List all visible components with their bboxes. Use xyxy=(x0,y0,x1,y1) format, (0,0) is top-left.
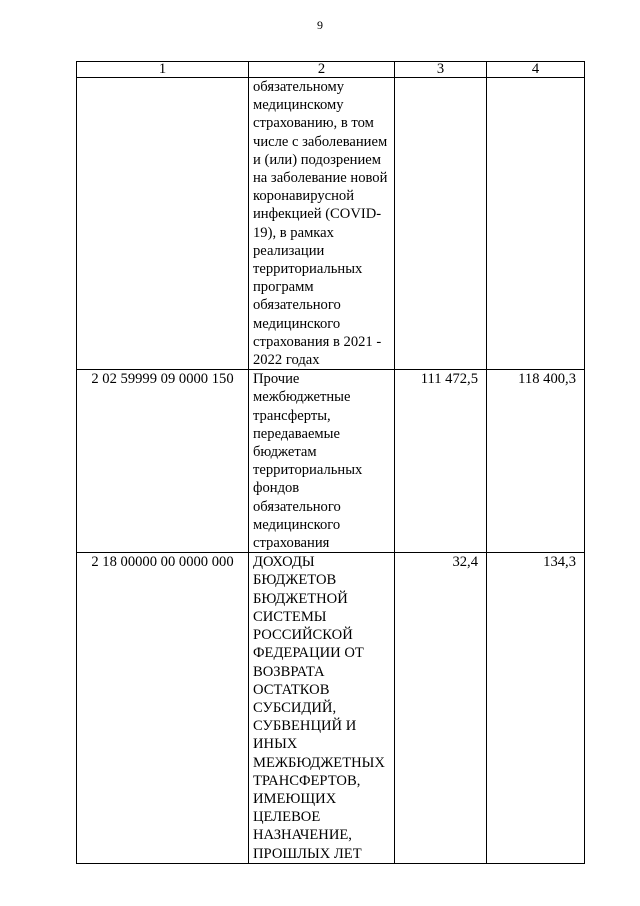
row-name-line: БЮДЖЕТОВ xyxy=(253,572,337,589)
row-code: 2 02 59999 09 0000 150 xyxy=(77,370,249,553)
row-value-col4 xyxy=(487,78,585,370)
row-name-line: медицинского xyxy=(253,516,341,533)
row-name-line: страхования xyxy=(253,535,330,552)
row-value-col3: 111 472,5 xyxy=(395,370,487,553)
row-code xyxy=(77,78,249,370)
row-name-line: БЮДЖЕТНОЙ xyxy=(253,590,348,607)
row-name-line: ИМЕЮЩИХ xyxy=(253,790,337,807)
row-name-line: коронавирусной xyxy=(253,188,355,205)
row-name-line: 2022 годах xyxy=(253,352,320,369)
row-name-line: ТРАНСФЕРТОВ, xyxy=(253,772,361,789)
row-name-line: ФЕДЕРАЦИИ ОТ xyxy=(253,645,364,662)
row-name-line: 19), в рамках xyxy=(253,224,334,241)
table-row xyxy=(77,370,585,553)
row-name-line: ДОХОДЫ xyxy=(253,554,315,571)
row-name-line: территориальных xyxy=(253,462,363,479)
column-header-3: 3 xyxy=(395,62,487,78)
row-name-line: фондов xyxy=(253,480,300,497)
row-name-line: РОССИЙСКОЙ xyxy=(253,627,353,644)
row-name-line: на заболевание новой xyxy=(253,170,388,187)
row-name-line: инфекцией (COVID- xyxy=(253,206,382,223)
row-name-line: обязательного xyxy=(253,498,341,515)
row-value-col3: 32,4 xyxy=(395,553,487,863)
row-name-line: Прочие xyxy=(253,371,300,388)
column-header-2: 2 xyxy=(249,62,395,78)
row-name-line: трансферты, xyxy=(253,407,331,424)
row-name-line: числе с заболеванием xyxy=(253,133,388,150)
row-name xyxy=(249,553,395,863)
row-name-line: ОСТАТКОВ xyxy=(253,681,330,698)
page-number: 9 xyxy=(317,18,323,32)
row-name-line: бюджетам xyxy=(253,444,317,461)
row-code: 2 18 00000 00 0000 000 xyxy=(77,553,249,863)
row-name-line: СУБВЕНЦИЙ И xyxy=(253,718,357,735)
row-name-line: обязательного xyxy=(253,297,341,314)
row-name-line: МЕЖБЮДЖЕТНЫХ xyxy=(253,754,385,771)
budget-table xyxy=(76,61,585,864)
column-header-1: 1 xyxy=(77,62,249,78)
table-row xyxy=(77,78,585,370)
row-name-line: территориальных xyxy=(253,261,363,278)
table-row xyxy=(77,553,585,863)
row-name-line: обязательному xyxy=(253,79,345,95)
row-name-line: страхования в 2021 - xyxy=(253,333,382,350)
row-name-line: страхованию, в том xyxy=(253,115,374,132)
row-name-line: медицинскому xyxy=(253,97,344,114)
row-name-line: программ xyxy=(253,279,314,296)
row-name-line: ЦЕЛЕВОЕ xyxy=(253,809,321,826)
row-name-line: медицинского xyxy=(253,315,341,332)
row-value-col3 xyxy=(395,78,487,370)
row-name xyxy=(249,370,395,553)
row-name-line: СИСТЕМЫ xyxy=(253,608,327,625)
table-header-row xyxy=(77,62,585,78)
row-name-line: НАЗНАЧЕНИЕ, xyxy=(253,827,352,844)
row-name-line: ВОЗВРАТА xyxy=(253,663,325,680)
row-name-line: межбюджетные xyxy=(253,389,351,406)
row-name-line: ИНЫХ xyxy=(253,736,298,753)
row-value-col4: 134,3 xyxy=(487,553,585,863)
row-name-line: СУБСИДИЙ, xyxy=(253,699,337,716)
row-name xyxy=(249,78,395,370)
column-header-4: 4 xyxy=(487,62,585,78)
row-name-line: и (или) подозрением xyxy=(253,151,382,168)
row-name-line: ПРОШЛЫХ ЛЕТ xyxy=(253,845,362,862)
row-value-col4: 118 400,3 xyxy=(487,370,585,553)
row-name-line: передаваемые xyxy=(253,425,340,442)
row-name-line: реализации xyxy=(253,242,325,259)
